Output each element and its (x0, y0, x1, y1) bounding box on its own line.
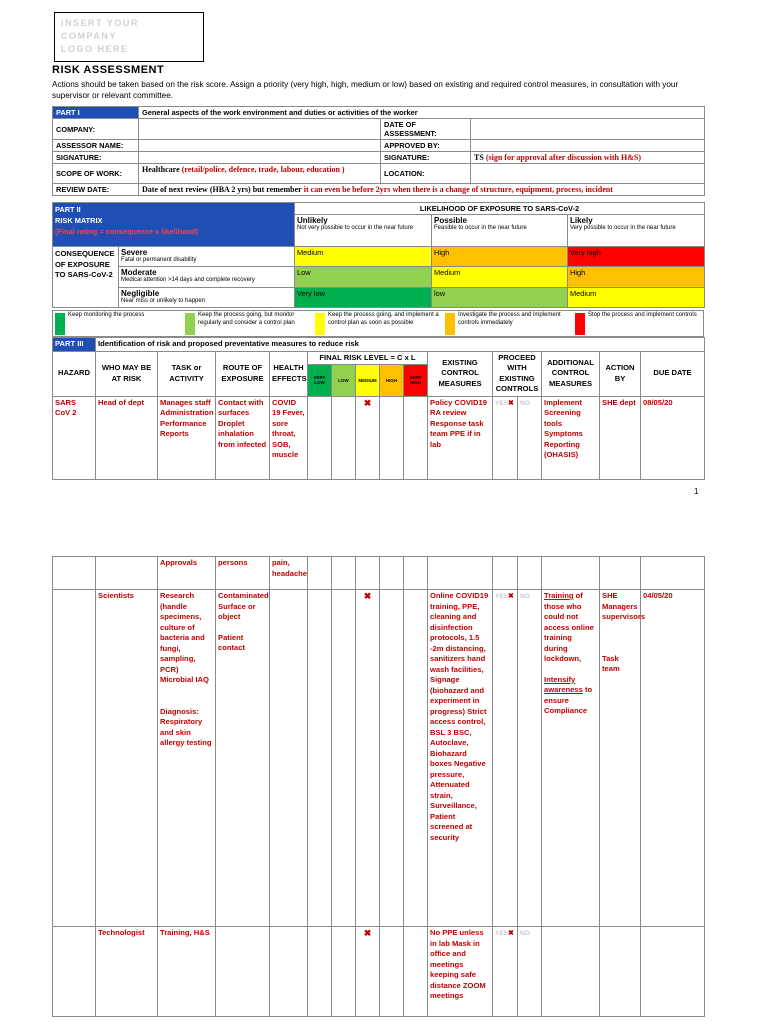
legend-text: Keep monitoring the process (68, 312, 145, 318)
yes-label: YES (495, 399, 509, 407)
route-cell: persons (216, 557, 270, 590)
signature-label: SIGNATURE: (53, 152, 139, 164)
legend-swatch (575, 313, 585, 335)
review-cell[interactable] (139, 184, 705, 196)
consequence-header: CONSEQUENCE OF EXPOSURE TO SARS-CoV-2 (53, 247, 119, 308)
no-cell[interactable] (518, 927, 542, 1017)
col-route: ROUTE OF EXPOSURE (216, 351, 270, 396)
table-row (53, 927, 705, 1017)
consequence-label: Negligible (121, 289, 160, 298)
legend-item (573, 311, 703, 338)
level-cell[interactable] (380, 396, 404, 479)
part3-table (52, 337, 705, 480)
level-cell[interactable] (308, 927, 332, 1017)
health-cell: COVID 19 Fever, sore throat, SOB, muscle (270, 396, 308, 479)
review-value: Date of next review (HBA 2 yrs) but remember (142, 185, 302, 194)
signature-label-2: SIGNATURE: (381, 152, 471, 164)
matrix-cell: Medium (568, 288, 705, 308)
col-additional: ADDITIONAL CONTROL MEASURES (542, 351, 600, 396)
additional-cell: Implement Screening tools Symptoms Reporting (OHASIS) (542, 396, 600, 479)
company-logo-placeholder (54, 12, 204, 62)
col-action: ACTION BY (600, 351, 641, 396)
likelihood-desc: Very possible to occur in the near future (570, 225, 676, 231)
no-cell[interactable] (518, 396, 542, 479)
route-cell: Contact with surfaces Droplet inhalation from infected (216, 396, 270, 479)
likelihood-possible (432, 215, 568, 247)
legend-item (443, 311, 573, 338)
cross-icon: ✖ (363, 928, 372, 938)
ts-note: (sign for approval after discussion with H&S) (485, 153, 641, 162)
part1-tag: PART I (53, 107, 139, 119)
col-existing: EXISTING CONTROL MEASURES (428, 351, 493, 396)
level-cell[interactable] (332, 927, 356, 1017)
matrix-cell: Very high (568, 247, 705, 267)
matrix-cell: High (568, 267, 705, 288)
risk-legend (52, 310, 704, 337)
hazard-cell: SARS CoV 2 (53, 396, 96, 479)
route-cell (216, 590, 270, 927)
training-text: of those who could not access online training during lockdown, (544, 591, 594, 663)
due-cell: 08/05/20 (641, 396, 705, 479)
ts-cell[interactable] (471, 152, 705, 164)
route-patient: Patient contact (218, 632, 246, 652)
matrix-cell: High (432, 247, 568, 267)
health-cell: pain, headache (270, 557, 308, 590)
matrix-header (53, 203, 295, 247)
level-cell[interactable] (308, 590, 332, 927)
existing-cell: No PPE unless in lab Mask in office and meetings keeping safe distance ZOOM meetings (428, 927, 493, 1017)
assessor-label: ASSESSOR NAME: (53, 140, 139, 152)
scope-cell[interactable] (139, 164, 381, 184)
level-cell[interactable] (308, 396, 332, 479)
approved-by-field[interactable] (471, 140, 705, 152)
table-row (53, 396, 705, 479)
level-medium: MEDIUM (356, 365, 380, 396)
no-label: NO (520, 930, 530, 937)
cross-icon: ✖ (363, 591, 372, 601)
likelihood-desc: Feasible to occur in the near future (434, 225, 527, 231)
col-final-risk: FINAL RISK LEVEL = C x L (308, 351, 428, 365)
logo-line-2: LOGO HERE (61, 44, 129, 54)
col-proceed: PROCEED WITH EXISTING CONTROLS (493, 351, 542, 396)
consequence-desc: Near miss or unlikely to happen (121, 298, 206, 304)
review-date-label: REVIEW DATE: (53, 184, 139, 196)
level-cell[interactable] (332, 590, 356, 927)
rating-formula: (Final rating = consequence x likelihood) (55, 227, 199, 236)
scope-note: (retail/police, defence, trade, labour, education ) (181, 165, 345, 174)
part1-table (52, 106, 705, 196)
level-cell[interactable] (380, 927, 404, 1017)
yes-cell[interactable] (493, 590, 518, 927)
likelihood-label: Possible (434, 216, 467, 225)
no-cell[interactable] (518, 590, 542, 927)
legend-swatch (445, 313, 455, 335)
matrix-cell: Medium (295, 247, 432, 267)
task-cell: Manages staff Administration Performance Reports (158, 396, 216, 479)
scope-label: SCOPE OF WORK: (53, 164, 139, 184)
action-cell: SHE dept (600, 396, 641, 479)
no-label: NO (520, 593, 530, 600)
cross-icon: ✖ (508, 399, 514, 407)
level-cell[interactable] (332, 396, 356, 479)
legend-swatch (315, 313, 325, 335)
task-cell: Training, H&S (158, 927, 216, 1017)
legend-text: Stop the process and implement controls (588, 312, 697, 318)
additional-cell (542, 590, 600, 927)
level-cell[interactable] (356, 590, 380, 927)
due-cell: 04/05/20 (641, 590, 705, 927)
level-cell[interactable] (356, 927, 380, 1017)
company-field[interactable] (139, 119, 381, 140)
part3-tag: PART III (53, 338, 96, 352)
who-cell: Technologist (96, 927, 158, 1017)
consequence-desc: Medical attention >14 days and complete recovery (121, 277, 255, 283)
yes-cell[interactable] (493, 927, 518, 1017)
legend-text: Keep the process going, but monitor regularly and consider a control plan (198, 312, 295, 326)
cross-icon: ✖ (363, 397, 372, 408)
consequence-severe (119, 247, 295, 267)
cross-icon: ✖ (508, 593, 514, 600)
company-label: COMPANY: (53, 119, 139, 140)
level-cell[interactable] (404, 396, 428, 479)
date-of-assessment-label: DATE OF ASSESSMENT: (381, 119, 471, 140)
yes-label: YES (495, 593, 509, 600)
date-of-assessment-field[interactable] (471, 119, 705, 140)
yes-label: YES (495, 930, 509, 937)
task-research: Research (handle specimens, culture of bacteria and fungi, sampling, PCR) Microbial IAQ (160, 591, 209, 684)
part3-heading: Identification of risk and proposed preventative measures to reduce risk (96, 338, 705, 352)
approved-by-label: APPROVED BY: (381, 140, 471, 152)
legend-text: Keep the process going, and implement a control plan as soon as possible (328, 312, 439, 326)
ts-value: TS (474, 153, 484, 162)
table-row (53, 557, 705, 590)
continuation-table (52, 556, 705, 1017)
page-number: 1 (694, 487, 699, 496)
scope-value: Healthcare (142, 165, 180, 174)
action-task-team: Task team (602, 653, 620, 673)
col-hazard: HAZARD (53, 351, 96, 396)
legend-text: Investigate the process and implement controls immediately (458, 312, 561, 326)
col-who: WHO MAY BE AT RISK (96, 351, 158, 396)
risk-matrix-table (52, 202, 705, 308)
level-cell[interactable] (356, 396, 380, 479)
col-due: DUE DATE (641, 351, 705, 396)
who-cell: Scientists (96, 590, 158, 927)
logo-line-1: INSERT YOUR COMPANY (61, 18, 139, 41)
cross-icon: ✖ (508, 930, 514, 937)
level-high: HIGH (380, 365, 404, 396)
level-cell[interactable] (380, 590, 404, 927)
task-cell: Approvals (158, 557, 216, 590)
risk-matrix-label: RISK MATRIX (55, 216, 103, 225)
legend-swatch (185, 313, 195, 335)
likelihood-unlikely (295, 215, 432, 247)
likelihood-label: Unlikely (297, 216, 328, 225)
task-cell (158, 590, 216, 927)
assessor-field[interactable] (139, 140, 381, 152)
legend-item (53, 311, 183, 338)
level-very-low: VERY LOW (308, 365, 332, 396)
level-cell[interactable] (404, 590, 428, 927)
legend-item (183, 311, 313, 338)
col-health: HEALTH EFFECTS (270, 351, 308, 396)
likelihood-likely (568, 215, 705, 247)
matrix-cell: Very low (295, 288, 432, 308)
col-task: TASK or ACTIVITY (158, 351, 216, 396)
yes-cell[interactable] (493, 396, 518, 479)
intro-text: Actions should be taken based on the risk score. Assign a priority (very high, high, medium or low) based on existing and required control measures, in consultation with your supervisor or relevant committee. (52, 80, 679, 100)
legend-swatch (55, 313, 65, 335)
likelihood-desc: Not very possible to occur in the near future (297, 225, 414, 231)
level-very-high: VERY HIGH (404, 365, 428, 396)
signature-field[interactable] (139, 152, 381, 164)
likelihood-header: LIKELIHOOD OF EXPOSURE TO SARS-CoV-2 (295, 203, 705, 215)
consequence-label: Severe (121, 248, 148, 257)
legend-item (313, 311, 443, 338)
location-field[interactable] (471, 164, 705, 184)
page-title: RISK ASSESSMENT (52, 64, 165, 76)
consequence-label: Moderate (121, 268, 157, 277)
task-diagnosis: Diagnosis: Respiratory and skin allergy testing (160, 706, 212, 747)
consequence-negligible (119, 288, 295, 308)
location-label: LOCATION: (381, 164, 471, 184)
existing-cell: Policy COVID19 RA review Response task team PPE if in lab (428, 396, 493, 479)
matrix-cell: Medium (432, 267, 568, 288)
training-link: Training (544, 591, 574, 600)
level-cell[interactable] (404, 927, 428, 1017)
level-low: LOW (332, 365, 356, 396)
review-note: it can even be before 2yrs when there is a change of structure, equipment, process, incident (303, 185, 613, 194)
table-row (53, 590, 705, 927)
no-label: NO (520, 399, 530, 407)
existing-cell: Online COVID19 training, PPE, cleaning and disinfection protocols, 1.5 -2m distancing, sanitizers hand wash facilities, Signage (biohazard and experiment in progress) Strict access control, BSL 3 BSC, Autoclave, Biohazard boxes Negative pressure, Attenuated strain, Surveillance, Patient screened at security (428, 590, 493, 927)
awareness-link: Intensify awareness (544, 674, 583, 694)
route-surface: Contaminated Surface or object (218, 591, 269, 621)
consequence-desc: Fatal or permanent disability (121, 257, 197, 263)
matrix-cell: low (432, 288, 568, 308)
part1-heading: General aspects of the work environment and duties or activities of the worker (139, 107, 705, 119)
action-cell (600, 590, 646, 927)
who-cell: Head of dept (96, 396, 158, 479)
awareness-text: to ensure Compliance (544, 685, 593, 715)
matrix-cell: Low (295, 267, 432, 288)
likelihood-label: Likely (570, 216, 593, 225)
action-she: SHE Managers supervisors (602, 591, 646, 621)
part2-tag: PART II (55, 205, 81, 214)
consequence-moderate (119, 267, 295, 288)
